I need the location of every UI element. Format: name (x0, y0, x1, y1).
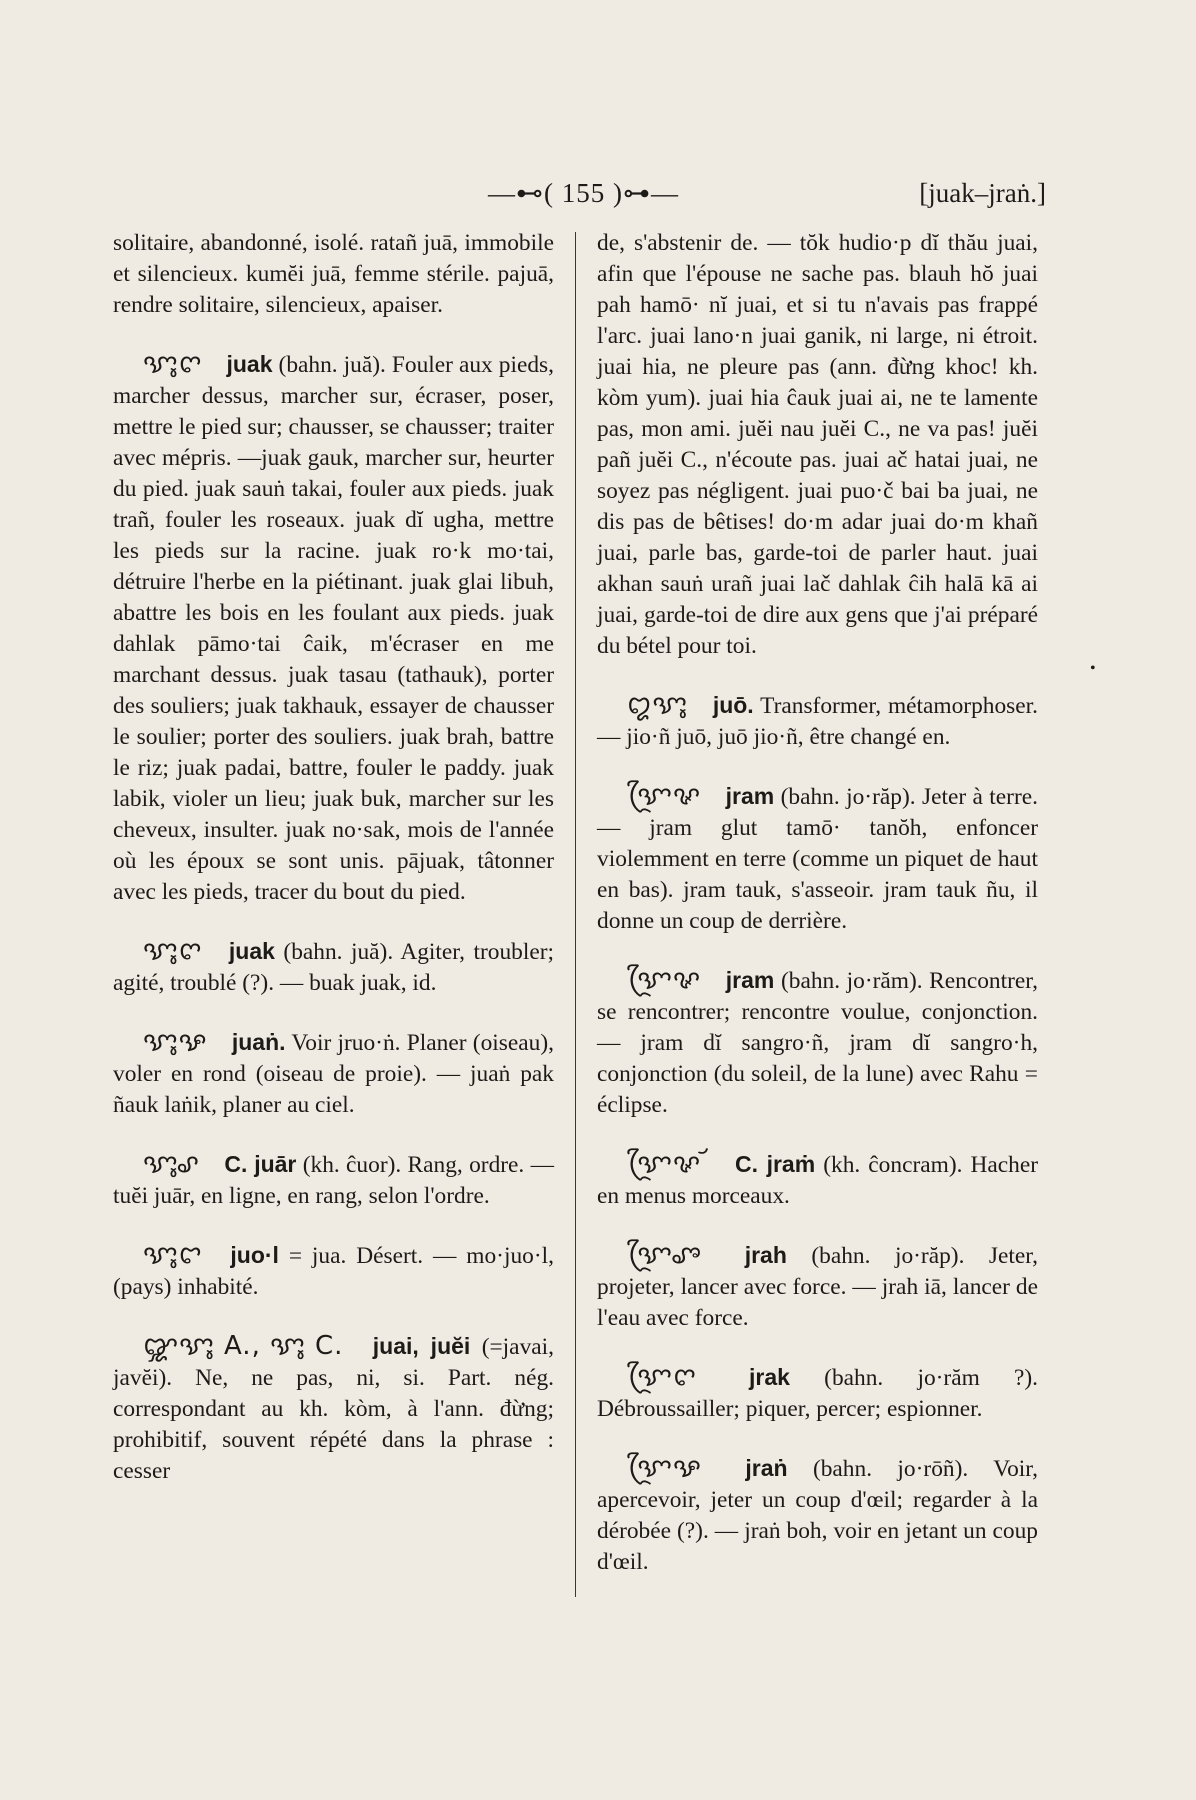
page-header (480, 172, 1046, 212)
headword: C. juār (224, 1151, 297, 1177)
dictionary-entry (113, 1027, 554, 1121)
left-column (113, 228, 554, 1515)
entry-text: (kh. ĉuor). Rang, ordre. — tuĕi juār, en ligne, en rang, selon l'ordre. (113, 1152, 554, 1209)
entry-text: (=javai, javĕi). Ne, ne pas, ni, si. Part. nég. correspondant au kh. kòm, à l'ann. đừng; prohibitif, souvent répété dans la phrase : cesser (113, 1334, 554, 1484)
cham-script-glyph: ꨎꨶꨤ (143, 1240, 203, 1270)
headword: jraṅ (745, 1455, 788, 1481)
running-head: [juak–jraṅ.] (919, 178, 1046, 208)
headword: jram (725, 783, 775, 809)
entry-text: (bahn. jo·răm). Rencontrer, se rencontrer; rencontre voulue, conjonction. — jram dĭ sangro·ñ, jram dĭ sangro·h, conjonction (du soleil, de la lune) avec Rahu = éclipse. (597, 968, 1038, 1118)
margin-mark: • (1090, 660, 1096, 677)
entry-text: de, s'abstenir de. — tŏk hudio·p dĭ thău juai, afin que l'épouse ne sache pas. blauh hŏ juai pah hamō· nĭ juai, et si tu n'avais pas frappé l'arc. juai lano·n juai ganik, ni large, ni étroit. juai hia, ne pleure pas (ann. đừng khoc! kh. kòm yum). juai hia ĉauk juai ai, ne te lamente pas, mon ami. juĕi nau juĕi C., ne va pas! juĕi pañ juĕi C., n'écoute pas. juai ač hatai juai, ne soyez pas négligent. juai puo·č bai ba juai, ne dis pas de bêtises! do·m adar juai do·m khañ juai, parle bas, garde-toi de parler haut. juai akhan sauṅ urañ juai lač dahlak ĉih halā kā ai juai, garde-toi de dire aux gens que j'ai préparé du bétel pour toi. (597, 230, 1038, 659)
dictionary-entry (113, 1240, 554, 1303)
entry-text: (bahn. jo·rōñ). Voir, apercevoir, jeter un coup d'œil; regarder à la dérobée (?). — jraṅ boh, voir en jetant un coup d'œil. (597, 1456, 1038, 1575)
entry-text: (bahn. juă). Agiter, troubler; agité, troublé (?). — buak juak, id. (113, 939, 555, 996)
entry-text: (bahn. juă). Fouler aux pieds, marcher dessus, marcher sur, écraser, poser, mettre le pied sur; chausser, se chausser; traiter avec mépris. —juak gauk, marcher sur, heurter du pied. juak sauṅ takai, fouler aux pieds. juak trañ, fouler les roseaux. juak dĭ ugha, mettre les pieds sur la racine. juak ro·k mo·tai, détruire l'herbe en la piétinant. juak glai libuh, abattre les bois en les foulant aux pieds. juak dahlak pāmo·tai ĉaik, m'écraser en me marchant dessus. juak tasau (tathauk), porter des souliers; juak takhauk, essayer de chausser le soulier; porter des souliers. juak brah, battre le riz; juak padai, battre, fouler le paddy. juak labik, violer un lieu; juak buk, marcher sur les cheveux, insulter. juak no·sak, mois de l'année où les époux se sont unis. pājuak, tâtonner avec les pieds, tracer du bout du pied. (113, 352, 554, 905)
headword: juak (226, 351, 273, 377)
headword: jram (725, 967, 775, 993)
dictionary-entry (597, 1240, 1038, 1334)
entry-text: Transformer, métamorphoser. — jio·ñ juō, juō jio·ñ, être changé en. (597, 693, 1038, 750)
dictionary-entry (597, 1362, 1038, 1425)
headword: jrak (749, 1364, 790, 1390)
dictionary-entry (597, 965, 1038, 1121)
cham-script-glyph: ꨎꨴꨨ (627, 1240, 703, 1270)
cham-script-glyph: ꨎꨶꨈ (143, 349, 203, 379)
dictionary-entry (597, 1453, 1038, 1578)
cham-script-glyph: ꨎꨴꨈ (627, 1362, 697, 1392)
dictionary-entry (597, 781, 1038, 937)
cham-script-glyph: ꨎꨶꨣ (143, 1149, 201, 1179)
dictionary-entry (113, 1331, 554, 1487)
cham-script-glyph: ꨎꨴꨊ (627, 1453, 702, 1483)
headword: juō. (712, 692, 754, 718)
headword: C. jraṁ (735, 1151, 816, 1177)
cham-script-glyph: ꨎꨴꨟ (627, 781, 702, 811)
entry-text: (bahn. jo·răm ?). Débroussailler; piquer, percer; espionner. (597, 1365, 1038, 1422)
headword: jrah (744, 1242, 787, 1268)
entry-text: solitaire, abandonné, isolé. ratañ juā, immobile et silencieux. kumĕi juā, femme stérile. pajuā, rendre solitaire, silencieux, apaiser. (113, 230, 554, 318)
page-number: —⊷( 155 )⊶— (488, 178, 679, 208)
dictionary-entry (113, 1149, 554, 1212)
headword: juai, juĕi (372, 1333, 471, 1359)
cham-script-glyph: ꨎꨶꨊ (143, 1027, 208, 1057)
cham-script-glyph: ꨒꨎꨶ A., ꨎꨶ C. (143, 1331, 344, 1361)
dictionary-entry (597, 1149, 1038, 1212)
entry-text: (bahn. jo·răp). Jeter, projeter, lancer avec force. — jrah iā, lancer de l'eau avec force. (597, 1243, 1038, 1331)
headword: juo·l (230, 1242, 279, 1268)
entry-continuation (113, 228, 554, 321)
entry-text: (bahn. jo·răp). Jeter à terre. — jram glut tamō· tanŏh, enfoncer violemment en terre (comme un piquet de haut en bas). jram tauk, s'asseoir. jram tauk ñu, il donne un coup de derrière. (597, 784, 1038, 934)
column-divider (575, 232, 576, 1597)
cham-script-glyph: ꨎꨶꨈ (143, 936, 203, 966)
dictionary-entry (597, 690, 1038, 753)
entry-continuation (597, 228, 1038, 662)
headword: juaṅ. (231, 1029, 286, 1055)
entry-text: = jua. Désert. — mo·juo·l, (pays) inhabité. (113, 1243, 554, 1300)
entry-text: (kh. ĉoncram). Hacher en menus morceaux. (597, 1152, 1039, 1209)
headword: juak (228, 938, 275, 964)
dictionary-entry (113, 936, 554, 999)
entry-text: Voir jruo·ṅ. Planer (oiseau), voler en rond (oiseau de proie). — juaṅ pak ñauk laṅik, planer au ciel. (113, 1030, 554, 1118)
cham-script-glyph: ꨁꨎꨶ (627, 690, 688, 720)
right-column (597, 228, 1038, 1606)
dictionary-entry (113, 349, 554, 908)
cham-script-glyph: ꨎꨴꨟ (627, 965, 702, 995)
cham-script-glyph: ꨎꨴꨟ ꨮ (627, 1149, 709, 1179)
